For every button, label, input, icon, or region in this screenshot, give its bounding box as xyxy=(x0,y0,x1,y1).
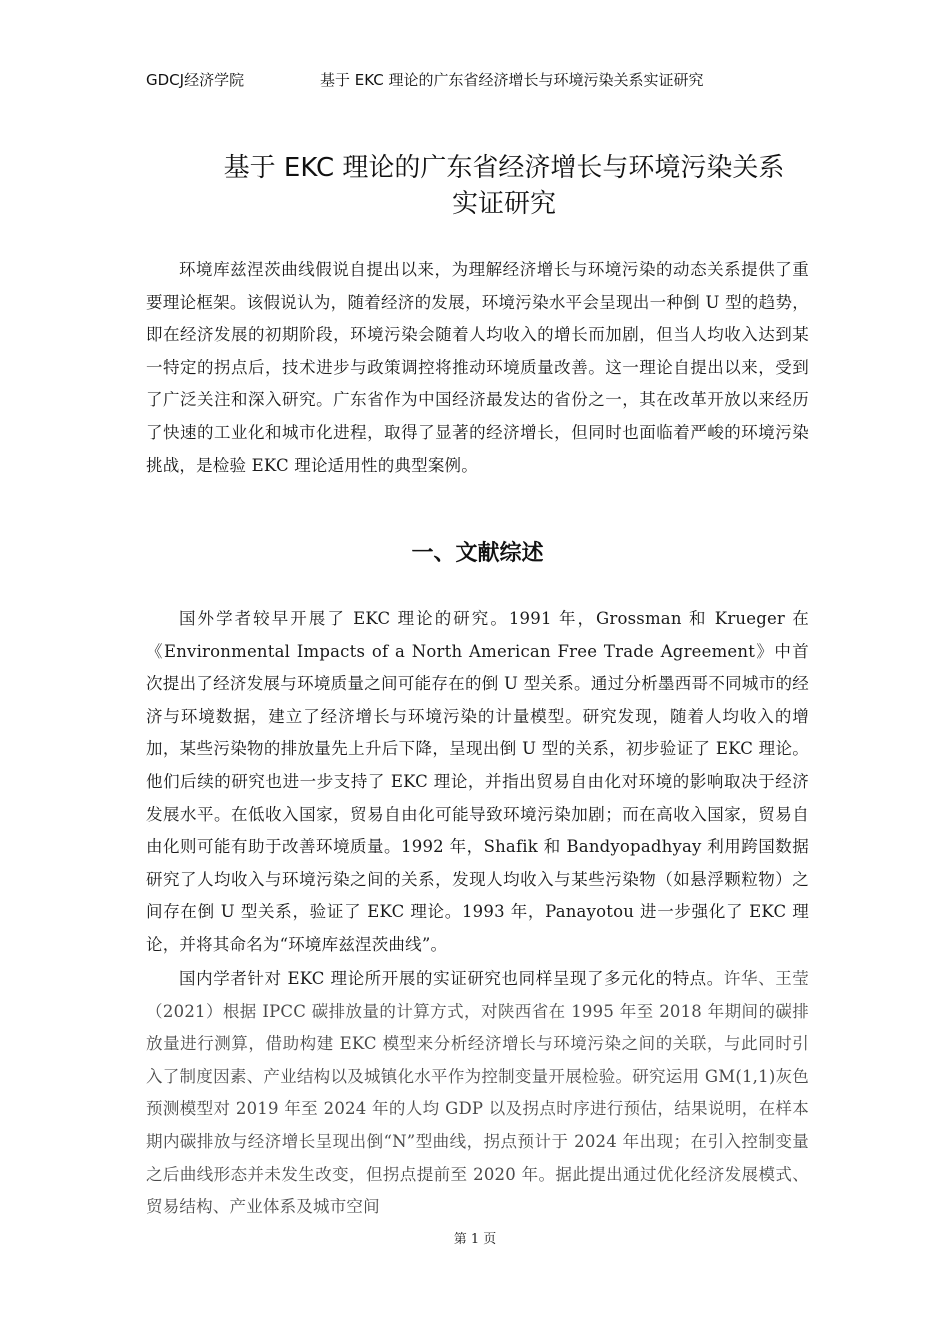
section-heading-literature-review: 一、文献综述 xyxy=(411,541,544,566)
page-number: 第 1 页 xyxy=(453,1232,497,1247)
paper-title-line1: 基于 EKC 理论的广东省经济增长与环境污染关系 xyxy=(223,153,785,183)
domestic-lead-sentence: 国内学者针对 EKC 理论所开展的实证研究也同样呈现了多元化的特点。 xyxy=(179,969,724,988)
literature-paragraph-domestic xyxy=(146,963,809,1224)
running-header xyxy=(146,68,806,92)
header-paper-title: 基于 EKC 理论的广东省经济增长与环境污染关系实证研究 xyxy=(320,71,704,89)
header-institution: GDCJ经济学院 xyxy=(146,71,245,89)
intro-paragraph: 环境库兹涅茨曲线假说自提出以来，为理解经济增长与环境污染的动态关系提供了重要理论框架。该假说认为，随着经济的发展，环境污染水平会呈现出一种倒 U 型的趋势，即在经济发展的初期阶段，环境污染会随着人均收入的增长而加剧，但当人均收入达到某一特定的拐点后，技术进步与政策调控将推动环境质量改善。这一理论自提出以来，受到了广泛关注和深入研究。广东省作为中国经济最发达的省份之一，其在改革开放以来经历了快速的工业化和城市化进程，取得了显著的经济增长，但同时也面临着严峻的环境污染挑战，是检验 EKC 理论适用性的典型案例。 xyxy=(146,260,809,475)
domestic-body-text: 许华、王莹（2021）根据 IPCC 碳排放量的计算方式，对陕西省在 1995 年至 2018 年期间的碳排放量进行测算，借助构建 EKC 模型来分析经济增长与环境污染之间的关联，与此同时引入了制度因素、产业结构以及城镇化水平作为控制变量开展检验。研究运用 GM(1,1)灰色预测模型对 2019 年至 2024 年的人均 GDP 以及拐点时序进行预估，结果说明，在样本期内碳排放与经济增长呈现出倒“N”型曲线，拐点预计于 2024 年出现；在引入控制变量之后曲线形态并未发生改变，但拐点提前至 2020 年。据此提出通过优化经济发展模式、贸易结构、产业体系及城市空间 xyxy=(146,969,810,1217)
paper-title-line2: 实证研究 xyxy=(451,189,556,219)
paper-title xyxy=(150,150,858,222)
literature-paragraph-foreign: 国外学者较早开展了 EKC 理论的研究。1991 年，Grossman 和 Krueger 在《Environmental Impacts of a North American Free Trade Agreement》中首次提出了经济发展与环境质量之间可能存在的倒 U 型关系。通过分析墨西哥不同城市的经济与环境数据，建立了经济增长与环境污染的计量模型。研究发现，随着人均收入的增加，某些污染物的排放量先上升后下降，呈现出倒 U 型的关系，初步验证了 EKC 理论。他们后续的研究也进一步支持了 EKC 理论，并指出贸易自由化对环境的影响取决于经济发展水平。在低收入国家，贸易自由化可能导致环境污染加剧；而在高收入国家，贸易自由化则可能有助于改善环境质量。1992 年，Shafik 和 Bandyopadhyay 利用跨国数据研究了人均收入与环境污染之间的关系，发现人均收入与某些污染物（如悬浮颗粒物）之间存在倒 U 型关系，验证了 EKC 理论。1993 年，Panayotou 进一步强化了 EKC 理论，并将其命名为“环境库兹涅茨曲线”。 xyxy=(146,609,809,954)
